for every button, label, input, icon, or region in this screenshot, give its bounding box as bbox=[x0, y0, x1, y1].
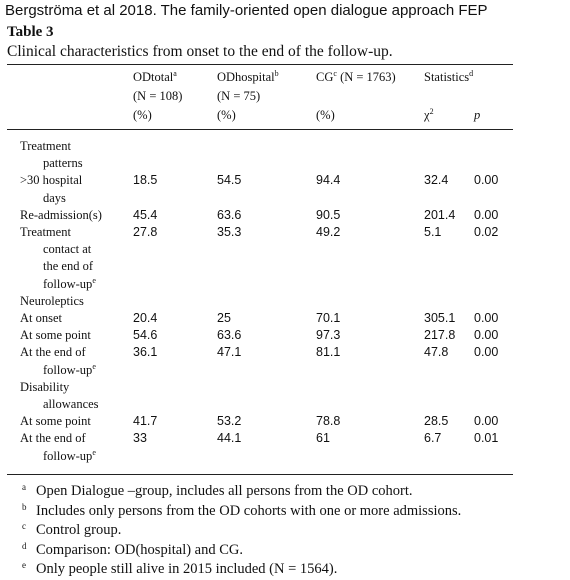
table-cell: 53.2 bbox=[217, 414, 242, 429]
table-cell: 217.8 bbox=[424, 328, 456, 343]
table-cell: 35.3 bbox=[217, 225, 242, 239]
header-statistics: Statistics$^d$ bbox=[424, 68, 474, 84]
table-cell: 28.5 bbox=[424, 414, 449, 429]
header-odtotal: ODtotal$^a$ bbox=[133, 68, 177, 84]
footnote-mark: e bbox=[22, 560, 26, 570]
table-cell: 0.00 bbox=[474, 328, 499, 343]
row-label: Treatment bbox=[20, 139, 71, 153]
row-label: follow-$up^e$ bbox=[43, 447, 96, 463]
header-cg-unit: (%) bbox=[316, 108, 335, 122]
table-cell: 0.01 bbox=[474, 431, 499, 446]
footnote-mark: b bbox=[22, 501, 27, 512]
table-cell: 97.3 bbox=[316, 328, 341, 343]
footnote-mark: e bbox=[92, 447, 96, 457]
table-cell: 0.00 bbox=[474, 311, 499, 325]
table-caption: Clinical characteristics from onset to the end of the follow-up. bbox=[7, 43, 393, 60]
header-p: p bbox=[474, 108, 481, 122]
row-label: Treatment bbox=[20, 225, 71, 239]
table-cell: 6.7 bbox=[424, 431, 442, 446]
table-header-rule bbox=[7, 129, 513, 130]
row-label: At the end of bbox=[20, 431, 86, 446]
header-odhospital-unit: (%) bbox=[217, 108, 236, 122]
row-label: the end of bbox=[43, 259, 93, 274]
footnote-mark: d bbox=[22, 540, 27, 551]
table-cell: 44.1 bbox=[217, 431, 242, 446]
header-odtotal-unit: (%) bbox=[133, 108, 152, 122]
table-cell: 18.5 bbox=[133, 173, 158, 188]
table-cell: 90.5 bbox=[316, 207, 341, 222]
footnote-mark: e bbox=[92, 275, 96, 285]
table-cell: 0.00 bbox=[474, 207, 499, 222]
table-cell: 0.00 bbox=[474, 345, 499, 360]
table-cell: 54.6 bbox=[133, 328, 158, 343]
row-label: Neuroleptics bbox=[20, 293, 84, 308]
table-cell: 41.7 bbox=[133, 414, 158, 429]
table-cell: 94.4 bbox=[316, 173, 341, 188]
table-cell: 0.00 bbox=[474, 173, 499, 188]
table-cell: 305.1 bbox=[424, 311, 456, 325]
footnote-text: Control group. bbox=[36, 522, 122, 538]
row-label: days bbox=[43, 190, 66, 205]
row-label: At some point bbox=[20, 414, 91, 429]
header-cg: $CG^c$ (N = 1763) bbox=[316, 68, 396, 84]
table-cell: 49.2 bbox=[316, 225, 341, 239]
page-title: Bergströma et al 2018. The family-oriented open dialogue approach FEP bbox=[5, 2, 488, 19]
table-cell: 63.6 bbox=[217, 207, 242, 222]
table-cell: 36.1 bbox=[133, 345, 158, 360]
row-label: Re-admission(s) bbox=[20, 207, 102, 222]
row-label: follow-$up^e$ bbox=[43, 275, 96, 291]
footnote-text: Includes only persons from the OD cohorts with one or more admissions. bbox=[36, 502, 462, 519]
header-odhospital: ODhospital$^b$ bbox=[217, 68, 279, 84]
table-cell: 47.1 bbox=[217, 345, 242, 360]
table-cell: 20.4 bbox=[133, 311, 158, 325]
table-cell: 61 bbox=[316, 431, 330, 446]
footnote-mark: e bbox=[92, 361, 96, 371]
header-chi-square: $\chi^2$ bbox=[424, 106, 434, 122]
row-label: contact at bbox=[43, 242, 92, 257]
row-label: patterns bbox=[43, 156, 83, 171]
table-cell: 81.1 bbox=[316, 345, 341, 360]
table-bottom-rule bbox=[7, 474, 513, 475]
table-cell: 32.4 bbox=[424, 173, 449, 188]
table-cell: 54.5 bbox=[217, 173, 242, 188]
row-label: allowances bbox=[43, 397, 99, 411]
table-cell: 33 bbox=[133, 431, 147, 446]
footnote-text: Comparison: OD(hospital) and CG. bbox=[36, 541, 244, 558]
table-cell: 45.4 bbox=[133, 207, 158, 222]
footnote-text: Only people still alive in 2015 included (N = 1564). bbox=[36, 561, 338, 577]
table-cell: 47.8 bbox=[424, 345, 449, 360]
table-cell: 201.4 bbox=[424, 207, 456, 222]
row-label: >30 hospital bbox=[20, 173, 83, 188]
table-label: Table 3 bbox=[7, 24, 54, 40]
row-label: At onset bbox=[20, 311, 63, 325]
footnote-text: Open Dialogue –group, includes all persons from the OD cohort. bbox=[36, 483, 413, 499]
header-odtotal-n: (N = 108) bbox=[133, 89, 183, 103]
row-label: At the end of bbox=[20, 345, 86, 360]
header-odhospital-n: (N = 75) bbox=[217, 89, 261, 103]
row-label: follow-$up^e$ bbox=[43, 361, 96, 377]
table-cell: 5.1 bbox=[424, 225, 442, 239]
table-cell: 0.02 bbox=[474, 225, 499, 239]
footnote-mark: c bbox=[22, 521, 26, 531]
table-cell: 27.8 bbox=[133, 225, 158, 239]
table-top-rule bbox=[7, 64, 513, 65]
table-cell: 63.6 bbox=[217, 328, 242, 343]
table-cell: 25 bbox=[217, 311, 231, 325]
footnote-mark: a bbox=[22, 482, 26, 492]
row-label: Disability bbox=[20, 379, 70, 394]
row-label: At some point bbox=[20, 328, 91, 343]
table-cell: 0.00 bbox=[474, 414, 499, 429]
table-cell: 70.1 bbox=[316, 311, 341, 325]
table-cell: 78.8 bbox=[316, 414, 341, 429]
